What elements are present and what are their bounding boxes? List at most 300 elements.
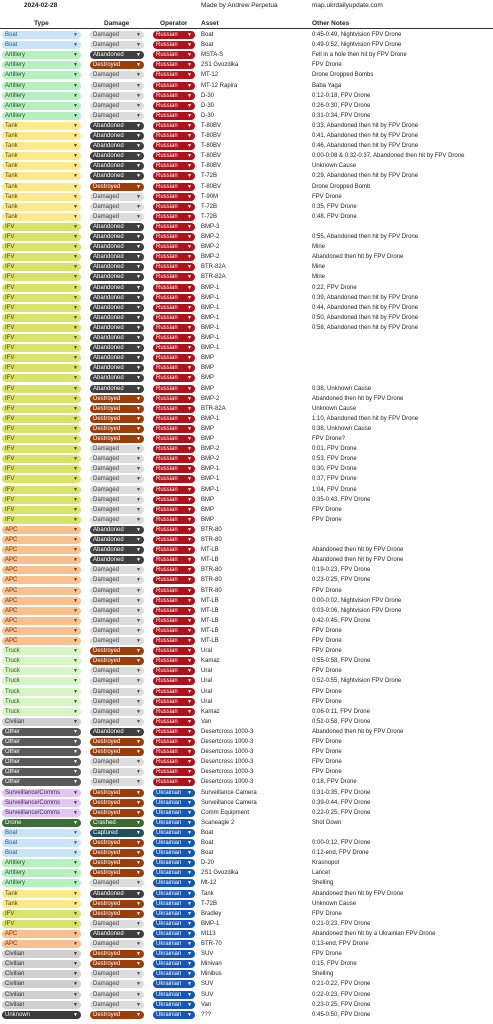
asset-cell[interactable]: BTR-82A bbox=[201, 405, 226, 412]
damage-dropdown[interactable] bbox=[90, 475, 144, 483]
damage-dropdown[interactable] bbox=[90, 51, 144, 59]
type-dropdown[interactable] bbox=[2, 395, 81, 403]
damage-dropdown[interactable] bbox=[90, 708, 144, 716]
damage-dropdown[interactable] bbox=[90, 849, 144, 857]
damage-dropdown[interactable] bbox=[90, 657, 144, 665]
damage-dropdown[interactable] bbox=[90, 233, 144, 241]
type-dropdown[interactable] bbox=[2, 799, 81, 807]
type-dropdown[interactable] bbox=[2, 71, 81, 79]
asset-cell[interactable]: BMP-2 bbox=[201, 234, 220, 240]
damage-dropdown[interactable] bbox=[90, 506, 144, 514]
notes-cell[interactable]: 0:01, FPV Drone bbox=[312, 446, 357, 453]
type-dropdown[interactable] bbox=[2, 677, 81, 685]
type-dropdown[interactable] bbox=[2, 314, 81, 322]
operator-dropdown[interactable] bbox=[153, 31, 195, 39]
asset-cell[interactable]: BMP bbox=[201, 355, 215, 362]
asset-cell[interactable]: Boat bbox=[201, 840, 214, 846]
asset-cell[interactable]: Boat bbox=[201, 850, 214, 857]
damage-dropdown[interactable] bbox=[90, 213, 144, 221]
notes-cell[interactable]: Krasnopol bbox=[312, 860, 340, 867]
notes-cell[interactable]: Abandoned then hit by a Ukrainian FPV Drone bbox=[312, 930, 436, 937]
operator-dropdown[interactable] bbox=[153, 172, 195, 180]
asset-cell[interactable]: MT-LB bbox=[201, 597, 219, 604]
damage-dropdown[interactable] bbox=[90, 940, 144, 948]
damage-dropdown[interactable] bbox=[90, 253, 144, 261]
damage-dropdown[interactable] bbox=[90, 496, 144, 504]
damage-dropdown[interactable] bbox=[90, 910, 144, 918]
notes-cell[interactable]: Shot Down bbox=[312, 819, 342, 826]
damage-dropdown[interactable] bbox=[90, 425, 144, 433]
damage-dropdown[interactable] bbox=[90, 415, 144, 423]
operator-dropdown[interactable] bbox=[153, 688, 195, 696]
operator-dropdown[interactable] bbox=[153, 991, 195, 999]
asset-cell[interactable]: Tank bbox=[201, 890, 214, 897]
notes-cell[interactable]: FPV Drone bbox=[312, 648, 342, 655]
operator-dropdown[interactable] bbox=[153, 657, 195, 665]
asset-cell[interactable]: Kamaz bbox=[201, 658, 220, 665]
damage-dropdown[interactable] bbox=[90, 273, 144, 281]
notes-cell[interactable]: Unknown Cause bbox=[312, 163, 357, 170]
damage-dropdown[interactable] bbox=[90, 1011, 144, 1019]
damage-dropdown[interactable] bbox=[90, 597, 144, 605]
notes-cell[interactable]: FPV Drone bbox=[312, 910, 342, 917]
operator-dropdown[interactable] bbox=[153, 465, 195, 473]
type-dropdown[interactable] bbox=[2, 930, 81, 938]
asset-cell[interactable]: BMP-1 bbox=[201, 466, 220, 473]
asset-cell[interactable]: Ural bbox=[201, 688, 213, 695]
operator-dropdown[interactable] bbox=[153, 799, 195, 807]
type-dropdown[interactable] bbox=[2, 900, 81, 908]
notes-cell[interactable]: Drone Dropped Bomb bbox=[312, 183, 371, 190]
operator-dropdown[interactable] bbox=[153, 960, 195, 968]
type-dropdown[interactable] bbox=[2, 263, 81, 271]
notes-cell[interactable]: Mine bbox=[312, 244, 326, 251]
damage-dropdown[interactable] bbox=[90, 809, 144, 817]
type-dropdown[interactable] bbox=[2, 768, 81, 776]
type-dropdown[interactable] bbox=[2, 82, 81, 90]
notes-cell[interactable]: 0:23-0:25, FPV Drone bbox=[312, 577, 371, 584]
asset-cell[interactable]: BTR-80 bbox=[201, 587, 222, 594]
notes-cell[interactable]: Abandoned then hit by FPV Drone bbox=[312, 728, 404, 735]
notes-cell[interactable]: Mine bbox=[312, 274, 326, 281]
type-dropdown[interactable] bbox=[2, 344, 81, 352]
operator-dropdown[interactable] bbox=[153, 607, 195, 615]
asset-cell[interactable]: Van bbox=[201, 1001, 212, 1008]
type-dropdown[interactable] bbox=[2, 193, 81, 201]
damage-dropdown[interactable] bbox=[90, 566, 144, 574]
type-dropdown[interactable] bbox=[2, 657, 81, 665]
asset-cell[interactable]: Surveillance Camera bbox=[201, 789, 257, 796]
damage-dropdown[interactable] bbox=[90, 617, 144, 625]
notes-cell[interactable]: FPV Drone bbox=[312, 698, 342, 705]
notes-cell[interactable]: FPV Drone bbox=[312, 627, 342, 634]
operator-dropdown[interactable] bbox=[153, 778, 195, 786]
asset-cell[interactable]: T-72B bbox=[201, 213, 218, 220]
operator-dropdown[interactable] bbox=[153, 132, 195, 140]
damage-dropdown[interactable] bbox=[90, 112, 144, 120]
operator-dropdown[interactable] bbox=[153, 142, 195, 150]
operator-dropdown[interactable] bbox=[153, 667, 195, 675]
damage-dropdown[interactable] bbox=[90, 374, 144, 382]
operator-dropdown[interactable] bbox=[153, 617, 195, 625]
type-dropdown[interactable] bbox=[2, 223, 81, 231]
notes-cell[interactable]: FPV Drone bbox=[312, 769, 342, 776]
operator-dropdown[interactable] bbox=[153, 819, 195, 827]
damage-dropdown[interactable] bbox=[90, 364, 144, 372]
asset-cell[interactable]: BMP-2 bbox=[201, 446, 220, 453]
notes-cell[interactable]: 0:52-0:55, Nightvision FPV Drone bbox=[312, 678, 402, 685]
damage-dropdown[interactable] bbox=[90, 162, 144, 170]
notes-cell[interactable]: 0:18, FPV Drone bbox=[312, 779, 357, 786]
operator-dropdown[interactable] bbox=[153, 273, 195, 281]
type-dropdown[interactable] bbox=[2, 839, 81, 847]
operator-dropdown[interactable] bbox=[153, 344, 195, 352]
type-dropdown[interactable] bbox=[2, 162, 81, 170]
asset-cell[interactable]: BMP-2 bbox=[201, 456, 220, 463]
damage-dropdown[interactable] bbox=[90, 859, 144, 867]
damage-dropdown[interactable] bbox=[90, 263, 144, 271]
notes-cell[interactable]: Unknown Cause bbox=[312, 900, 357, 907]
damage-dropdown[interactable] bbox=[90, 455, 144, 463]
notes-cell[interactable]: 0:39-0:44, FPV Drone bbox=[312, 799, 371, 806]
notes-cell[interactable]: 0:55, Abandoned then hit by FPV Drone bbox=[312, 234, 419, 240]
asset-cell[interactable]: BMP-1 bbox=[201, 294, 220, 301]
damage-dropdown[interactable] bbox=[90, 92, 144, 100]
type-dropdown[interactable] bbox=[2, 1011, 81, 1019]
asset-cell[interactable]: BMP bbox=[201, 506, 215, 513]
operator-dropdown[interactable] bbox=[153, 677, 195, 685]
type-dropdown[interactable] bbox=[2, 1001, 81, 1009]
damage-dropdown[interactable] bbox=[90, 132, 144, 140]
type-dropdown[interactable] bbox=[2, 92, 81, 100]
type-dropdown[interactable] bbox=[2, 516, 81, 524]
asset-cell[interactable]: Desertcross 1000-3 bbox=[201, 759, 254, 766]
notes-cell[interactable]: FPV Drone bbox=[312, 668, 342, 675]
operator-dropdown[interactable] bbox=[153, 324, 195, 332]
asset-cell[interactable]: BMP-1 bbox=[201, 284, 220, 291]
notes-cell[interactable]: FPV Drone bbox=[312, 749, 342, 756]
asset-cell[interactable]: BMP bbox=[201, 436, 215, 442]
notes-cell[interactable]: 0:15, FPV Drone bbox=[312, 961, 357, 968]
operator-dropdown[interactable] bbox=[153, 243, 195, 251]
notes-cell[interactable]: 0:12-end, FPV Drone bbox=[312, 850, 369, 857]
operator-dropdown[interactable] bbox=[153, 910, 195, 918]
notes-cell[interactable]: FPV Drone bbox=[312, 516, 342, 523]
notes-cell[interactable]: Abandoned then hit by FPV Drone bbox=[312, 395, 404, 402]
asset-cell[interactable]: T-80BV bbox=[201, 163, 222, 170]
damage-dropdown[interactable] bbox=[90, 778, 144, 786]
notes-cell[interactable]: FPV Drone bbox=[312, 506, 342, 513]
damage-dropdown[interactable] bbox=[90, 243, 144, 251]
asset-cell[interactable]: Ural bbox=[201, 698, 213, 705]
type-dropdown[interactable] bbox=[2, 960, 81, 968]
asset-cell[interactable]: BTR-80 bbox=[201, 577, 222, 584]
damage-dropdown[interactable] bbox=[90, 526, 144, 534]
asset-cell[interactable]: Ural bbox=[201, 668, 213, 675]
operator-dropdown[interactable] bbox=[153, 395, 195, 403]
damage-dropdown[interactable] bbox=[90, 152, 144, 160]
operator-dropdown[interactable] bbox=[153, 253, 195, 261]
type-dropdown[interactable] bbox=[2, 597, 81, 605]
type-dropdown[interactable] bbox=[2, 546, 81, 554]
type-dropdown[interactable] bbox=[2, 718, 81, 726]
type-dropdown[interactable] bbox=[2, 203, 81, 211]
damage-dropdown[interactable] bbox=[90, 122, 144, 130]
operator-dropdown[interactable] bbox=[153, 890, 195, 898]
operator-dropdown[interactable] bbox=[153, 546, 195, 554]
notes-cell[interactable]: 0:45-0:50, FPV Drone bbox=[312, 1011, 371, 1018]
operator-dropdown[interactable] bbox=[153, 213, 195, 221]
damage-dropdown[interactable] bbox=[90, 486, 144, 494]
damage-dropdown[interactable] bbox=[90, 627, 144, 635]
operator-dropdown[interactable] bbox=[153, 61, 195, 69]
type-dropdown[interactable] bbox=[2, 607, 81, 615]
asset-cell[interactable]: Comm Equipment bbox=[201, 809, 250, 816]
type-dropdown[interactable] bbox=[2, 142, 81, 150]
type-dropdown[interactable] bbox=[2, 506, 81, 514]
notes-cell[interactable]: 0:13-end, FPV Drone bbox=[312, 941, 369, 947]
asset-cell[interactable]: MT-LB bbox=[201, 557, 219, 564]
asset-cell[interactable]: BMP-1 bbox=[201, 415, 220, 422]
asset-cell[interactable]: BMP bbox=[201, 425, 215, 432]
type-dropdown[interactable] bbox=[2, 243, 81, 251]
operator-dropdown[interactable] bbox=[153, 859, 195, 867]
damage-dropdown[interactable] bbox=[90, 193, 144, 201]
operator-dropdown[interactable] bbox=[153, 223, 195, 231]
type-dropdown[interactable] bbox=[2, 172, 81, 180]
type-dropdown[interactable] bbox=[2, 415, 81, 423]
damage-dropdown[interactable] bbox=[90, 395, 144, 403]
type-dropdown[interactable] bbox=[2, 556, 81, 564]
notes-cell[interactable]: 0:35, FPV Drone bbox=[312, 203, 357, 210]
operator-dropdown[interactable] bbox=[153, 900, 195, 908]
type-dropdown[interactable] bbox=[2, 789, 81, 797]
asset-cell[interactable]: BMP-2 bbox=[201, 254, 220, 261]
type-dropdown[interactable] bbox=[2, 758, 81, 766]
asset-cell[interactable]: BMP bbox=[201, 375, 215, 382]
operator-dropdown[interactable] bbox=[153, 930, 195, 938]
type-dropdown[interactable] bbox=[2, 748, 81, 756]
damage-dropdown[interactable] bbox=[90, 900, 144, 908]
type-dropdown[interactable] bbox=[2, 970, 81, 978]
operator-dropdown[interactable] bbox=[153, 51, 195, 59]
asset-cell[interactable]: MT-LB bbox=[201, 547, 219, 554]
notes-cell[interactable]: 0:21-0:22, FPV Drone bbox=[312, 981, 371, 988]
asset-cell[interactable]: BMP-1 bbox=[201, 304, 220, 311]
type-dropdown[interactable] bbox=[2, 667, 81, 675]
asset-cell[interactable]: MT-LB bbox=[201, 607, 219, 614]
notes-cell[interactable]: Drone Dropped Bombs bbox=[312, 72, 374, 79]
notes-cell[interactable]: 0:53, FPV Drone bbox=[312, 456, 357, 463]
damage-dropdown[interactable] bbox=[90, 516, 144, 524]
asset-cell[interactable]: BMP bbox=[201, 385, 215, 392]
notes-cell[interactable]: FPV Drone bbox=[312, 951, 342, 958]
damage-dropdown[interactable] bbox=[90, 385, 144, 393]
operator-dropdown[interactable] bbox=[153, 940, 195, 948]
type-dropdown[interactable] bbox=[2, 304, 81, 312]
notes-cell[interactable]: FPV Drone? bbox=[312, 436, 346, 442]
asset-cell[interactable]: MT-12 Rapira bbox=[201, 82, 238, 89]
damage-dropdown[interactable] bbox=[90, 728, 144, 736]
notes-cell[interactable]: 0:52-0:58, FPV Drone bbox=[312, 718, 371, 725]
type-dropdown[interactable] bbox=[2, 364, 81, 372]
damage-dropdown[interactable] bbox=[90, 354, 144, 362]
asset-cell[interactable]: Boat bbox=[201, 829, 214, 836]
operator-dropdown[interactable] bbox=[153, 284, 195, 292]
type-dropdown[interactable] bbox=[2, 980, 81, 988]
notes-cell[interactable]: 0:22, FPV Drone bbox=[312, 284, 357, 291]
notes-cell[interactable]: 1:10, Abandoned then hit by FPV Drone bbox=[312, 415, 419, 422]
damage-dropdown[interactable] bbox=[90, 920, 144, 928]
type-dropdown[interactable] bbox=[2, 859, 81, 867]
notes-cell[interactable]: FPV Drone bbox=[312, 759, 342, 766]
asset-cell[interactable]: T-72B bbox=[201, 900, 218, 907]
notes-cell[interactable]: 0:29, Abandoned then hit by FPV Drone bbox=[312, 173, 419, 180]
type-dropdown[interactable] bbox=[2, 455, 81, 463]
operator-dropdown[interactable] bbox=[153, 233, 195, 241]
asset-cell[interactable]: BMP-3 bbox=[201, 223, 220, 230]
asset-cell[interactable]: T-72B bbox=[201, 203, 218, 210]
asset-cell[interactable]: BMP-1 bbox=[201, 335, 220, 341]
operator-dropdown[interactable] bbox=[153, 183, 195, 191]
type-dropdown[interactable] bbox=[2, 445, 81, 453]
operator-dropdown[interactable] bbox=[153, 869, 195, 877]
operator-dropdown[interactable] bbox=[153, 637, 195, 645]
damage-dropdown[interactable] bbox=[90, 31, 144, 39]
operator-dropdown[interactable] bbox=[153, 294, 195, 302]
notes-cell[interactable]: Shelling bbox=[312, 880, 334, 887]
operator-dropdown[interactable] bbox=[153, 152, 195, 160]
notes-cell[interactable]: 0:49-0:52, Nightvision FPV Drone bbox=[312, 42, 402, 49]
damage-dropdown[interactable] bbox=[90, 41, 144, 49]
type-dropdown[interactable] bbox=[2, 637, 81, 645]
damage-dropdown[interactable] bbox=[90, 698, 144, 706]
type-dropdown[interactable] bbox=[2, 708, 81, 716]
type-dropdown[interactable] bbox=[2, 354, 81, 362]
asset-cell[interactable]: MT-LB bbox=[201, 638, 219, 644]
type-dropdown[interactable] bbox=[2, 849, 81, 857]
operator-dropdown[interactable] bbox=[153, 1001, 195, 1009]
operator-dropdown[interactable] bbox=[153, 314, 195, 322]
notes-cell[interactable]: 0:55-0:58, FPV Drone bbox=[312, 658, 371, 665]
operator-dropdown[interactable] bbox=[153, 627, 195, 635]
damage-dropdown[interactable] bbox=[90, 879, 144, 887]
notes-cell[interactable]: 0:48, FPV Drone bbox=[312, 213, 357, 220]
operator-dropdown[interactable] bbox=[153, 536, 195, 544]
asset-cell[interactable]: T-80BV bbox=[201, 143, 222, 150]
operator-dropdown[interactable] bbox=[153, 839, 195, 847]
notes-cell[interactable]: 0:45-0:49, Nightvision FPV Drone bbox=[312, 32, 402, 38]
operator-dropdown[interactable] bbox=[153, 435, 195, 443]
type-dropdown[interactable] bbox=[2, 617, 81, 625]
type-dropdown[interactable] bbox=[2, 950, 81, 958]
asset-cell[interactable]: Minibus bbox=[201, 971, 222, 978]
damage-dropdown[interactable] bbox=[90, 587, 144, 595]
operator-dropdown[interactable] bbox=[153, 92, 195, 100]
damage-dropdown[interactable] bbox=[90, 970, 144, 978]
notes-cell[interactable]: 0:38, Unknown Cause bbox=[312, 385, 372, 392]
damage-dropdown[interactable] bbox=[90, 738, 144, 746]
type-dropdown[interactable] bbox=[2, 879, 81, 887]
operator-dropdown[interactable] bbox=[153, 112, 195, 120]
asset-cell[interactable]: Mt-12 bbox=[201, 880, 217, 887]
notes-cell[interactable]: 0:31-0:35, FPV Drone bbox=[312, 789, 371, 796]
operator-dropdown[interactable] bbox=[153, 1011, 195, 1019]
type-dropdown[interactable] bbox=[2, 920, 81, 928]
asset-cell[interactable]: Bradley bbox=[201, 910, 222, 917]
notes-cell[interactable]: Abandoned then hit by FPV Drone bbox=[312, 547, 404, 554]
operator-dropdown[interactable] bbox=[153, 849, 195, 857]
asset-cell[interactable]: Kamaz bbox=[201, 708, 220, 715]
notes-cell[interactable]: 1:04, FPV Drone bbox=[312, 486, 357, 493]
type-dropdown[interactable] bbox=[2, 496, 81, 504]
type-dropdown[interactable] bbox=[2, 738, 81, 746]
notes-cell[interactable]: Abandoned then hit by FPV Drone bbox=[312, 254, 404, 261]
asset-cell[interactable]: MT-LB bbox=[201, 627, 219, 634]
asset-cell[interactable]: T-72B bbox=[201, 173, 218, 180]
notes-cell[interactable]: 0:21-0:23, FPV Drone bbox=[312, 920, 371, 927]
damage-dropdown[interactable] bbox=[90, 556, 144, 564]
operator-dropdown[interactable] bbox=[153, 708, 195, 716]
damage-dropdown[interactable] bbox=[90, 930, 144, 938]
asset-cell[interactable]: Minivan bbox=[201, 961, 222, 968]
operator-dropdown[interactable] bbox=[153, 455, 195, 463]
damage-dropdown[interactable] bbox=[90, 890, 144, 898]
type-dropdown[interactable] bbox=[2, 385, 81, 393]
operator-dropdown[interactable] bbox=[153, 334, 195, 342]
notes-cell[interactable]: 0:00-0:08 & 0:32-0:37, Abandoned then hit by FPV Drone bbox=[312, 153, 465, 160]
notes-cell[interactable]: Abandoned then hit by FPV Drone bbox=[312, 557, 404, 564]
operator-dropdown[interactable] bbox=[153, 263, 195, 271]
type-dropdown[interactable] bbox=[2, 566, 81, 574]
type-dropdown[interactable] bbox=[2, 61, 81, 69]
damage-dropdown[interactable] bbox=[90, 172, 144, 180]
operator-dropdown[interactable] bbox=[153, 728, 195, 736]
type-dropdown[interactable] bbox=[2, 31, 81, 39]
type-dropdown[interactable] bbox=[2, 698, 81, 706]
notes-cell[interactable]: 0:35-0:43, FPV Drone bbox=[312, 496, 371, 503]
operator-dropdown[interactable] bbox=[153, 385, 195, 393]
damage-dropdown[interactable] bbox=[90, 82, 144, 90]
operator-dropdown[interactable] bbox=[153, 475, 195, 483]
damage-dropdown[interactable] bbox=[90, 991, 144, 999]
type-dropdown[interactable] bbox=[2, 405, 81, 413]
asset-cell[interactable]: 2S1 Gvozdika bbox=[201, 62, 239, 69]
damage-dropdown[interactable] bbox=[90, 183, 144, 191]
asset-cell[interactable]: Ural bbox=[201, 678, 213, 685]
damage-dropdown[interactable] bbox=[90, 980, 144, 988]
notes-cell[interactable]: 0:19-0:23, FPV Drone bbox=[312, 567, 371, 574]
notes-cell[interactable]: 0:23-0:25, FPV Drone bbox=[312, 1001, 371, 1008]
notes-cell[interactable]: 0:00-0:02, Nightvision FPV Drone bbox=[312, 597, 402, 604]
damage-dropdown[interactable] bbox=[90, 435, 144, 443]
asset-cell[interactable]: BMP bbox=[201, 516, 215, 523]
type-dropdown[interactable] bbox=[2, 526, 81, 534]
asset-cell[interactable]: D-20 bbox=[201, 860, 215, 867]
operator-dropdown[interactable] bbox=[153, 354, 195, 362]
notes-cell[interactable]: 0:58, Abandoned then hit by FPV Drone bbox=[312, 324, 419, 331]
damage-dropdown[interactable] bbox=[90, 314, 144, 322]
damage-dropdown[interactable] bbox=[90, 758, 144, 766]
notes-cell[interactable]: FPV Drone bbox=[312, 688, 342, 695]
operator-dropdown[interactable] bbox=[153, 950, 195, 958]
operator-dropdown[interactable] bbox=[153, 809, 195, 817]
asset-cell[interactable]: BMP-1 bbox=[201, 486, 220, 493]
type-dropdown[interactable] bbox=[2, 374, 81, 382]
operator-dropdown[interactable] bbox=[153, 405, 195, 413]
notes-cell[interactable]: 0:46, Abandoned then hit by FPV Drone bbox=[312, 143, 419, 150]
damage-dropdown[interactable] bbox=[90, 344, 144, 352]
